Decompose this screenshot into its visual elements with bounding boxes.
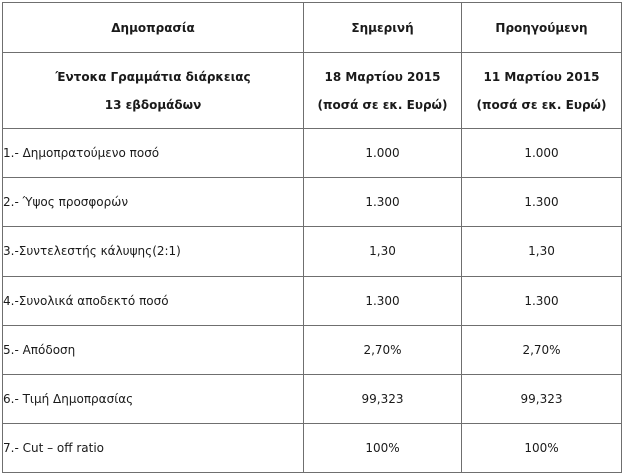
- row-current-value: 1,30: [304, 227, 462, 276]
- row-label: 5.- Απόδοση: [3, 325, 304, 374]
- table-row: [3, 227, 622, 276]
- current-date: 18 Μαρτίου 2015: [324, 69, 441, 84]
- previous-unit: (ποσά σε εκ. Ευρώ): [476, 97, 607, 112]
- table-row: [3, 129, 622, 178]
- row-current-value: 99,323: [304, 374, 462, 423]
- row-previous-value: 1.000: [462, 129, 622, 178]
- row-label: 7.- Cut – off ratio: [3, 423, 304, 472]
- row-previous-value: 1,30: [462, 227, 622, 276]
- row-previous-value: 100%: [462, 423, 622, 472]
- auction-results-table: [2, 2, 622, 473]
- row-current-value: 1.000: [304, 129, 462, 178]
- row-previous-value: 99,323: [462, 374, 622, 423]
- row-current-value: 1.300: [304, 178, 462, 227]
- row-previous-value: 1.300: [462, 178, 622, 227]
- row-label: 3.-Συντελεστής κάλυψης(2:1): [3, 227, 304, 276]
- row-label: 1.- Δημοπρατούμενο ποσό: [3, 129, 304, 178]
- table-row: [3, 423, 622, 472]
- instrument-cell: [3, 53, 304, 129]
- row-current-value: 2,70%: [304, 325, 462, 374]
- previous-auction-cell: [462, 53, 622, 129]
- header-previous: Προηγούμενη: [462, 3, 622, 53]
- row-current-value: 1.300: [304, 276, 462, 325]
- row-label: 4.-Συνολικά αποδεκτό ποσό: [3, 276, 304, 325]
- row-current-value: 100%: [304, 423, 462, 472]
- instrument-line1: Έντοκα Γραμμάτια διάρκειας: [55, 69, 251, 84]
- table-row: [3, 276, 622, 325]
- current-unit: (ποσά σε εκ. Ευρώ): [317, 97, 448, 112]
- header-row: [3, 3, 622, 53]
- row-label: 2.- Ύψος προσφορών: [3, 178, 304, 227]
- header-auction: Δημοπρασία: [3, 3, 304, 53]
- previous-date: 11 Μαρτίου 2015: [483, 69, 600, 84]
- row-previous-value: 2,70%: [462, 325, 622, 374]
- subheader-row: [3, 53, 622, 129]
- table-row: [3, 178, 622, 227]
- table-row: [3, 374, 622, 423]
- instrument-line2: 13 εβδομάδων: [104, 97, 202, 112]
- row-previous-value: 1.300: [462, 276, 622, 325]
- table-row: [3, 325, 622, 374]
- row-label: 6.- Τιμή Δημοπρασίας: [3, 374, 304, 423]
- current-auction-cell: [304, 53, 462, 129]
- header-current: Σημερινή: [304, 3, 462, 53]
